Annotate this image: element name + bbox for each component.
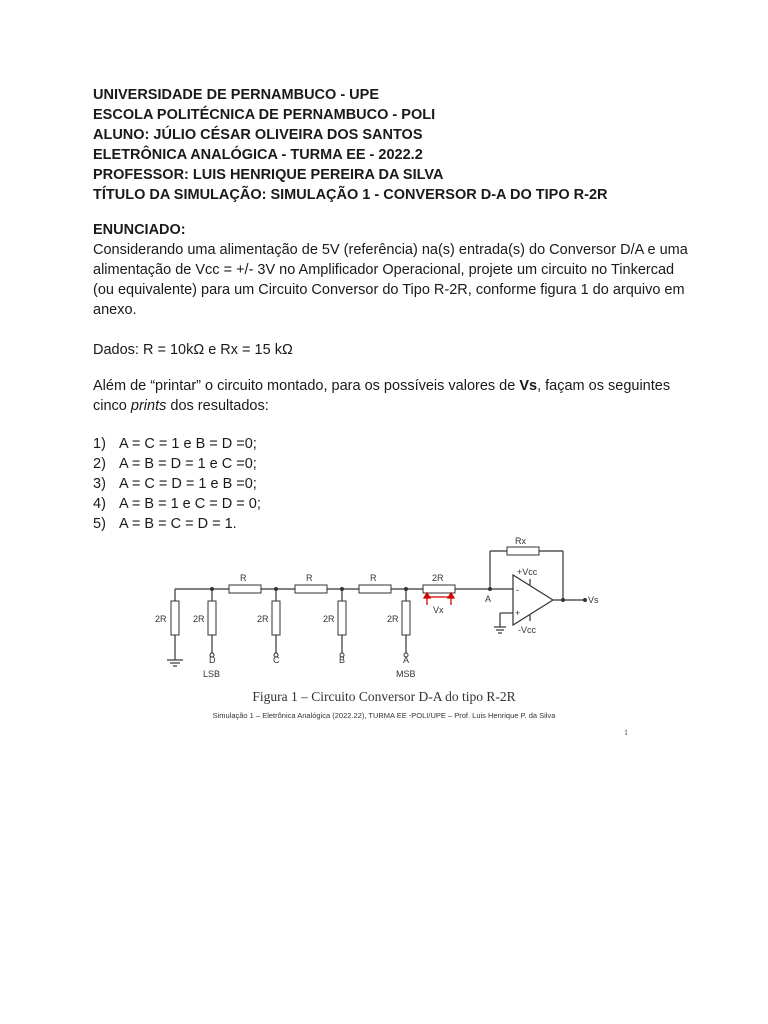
dados-line: Dados: R = 10kΩ e Rx = 15 kΩ [93, 342, 293, 358]
label-2r-b: 2R [323, 614, 335, 624]
instruction-vs: Vs [519, 378, 538, 394]
label-r-1: R [240, 573, 247, 583]
series-resistors [229, 547, 539, 593]
list-item-text: A = B = C = D = 1. [119, 516, 237, 532]
label-r-2: R [306, 573, 313, 583]
label-input-a: A [403, 655, 410, 665]
instruction-text-1: Além de “printar” o circuito montado, para os possíveis valores de [93, 378, 520, 394]
label-vx: Vx [433, 605, 444, 615]
label-rx: Rx [515, 536, 526, 546]
input-terminals [210, 653, 408, 657]
list-item-text: A = B = D = 1 e C =0; [119, 456, 257, 472]
header-professor: PROFESSOR: LUIS HENRIQUE PEREIRA DA SILVA [93, 167, 444, 183]
cases-list [93, 434, 261, 534]
list-item-number: 1) [93, 436, 106, 452]
list-item-text: A = B = 1 e C = D = 0; [119, 496, 261, 512]
label-2r-c: 2R [257, 614, 269, 624]
instruction-prints: prints [130, 398, 167, 414]
label-inverting: - [516, 585, 519, 595]
shunt-resistors [171, 601, 410, 635]
vx-marker [424, 593, 454, 605]
label-2r-series: 2R [432, 573, 444, 583]
list-item [93, 474, 261, 494]
list-item-number: 4) [93, 496, 106, 512]
header-school: ESCOLA POLITÉCNICA DE PERNAMBUCO - POLI [93, 107, 436, 123]
list-item-text: A = C = 1 e B = D =0; [119, 436, 257, 452]
header-student: ALUNO: JÚLIO CÉSAR OLIVEIRA DOS SANTOS [93, 127, 423, 143]
list-item-number: 2) [93, 456, 106, 472]
list-item-text: A = C = D = 1 e B =0; [119, 476, 257, 492]
r2r-circuit-diagram [145, 535, 625, 685]
label-noninverting: + [515, 608, 521, 618]
label-2r-ground: 2R [155, 614, 167, 624]
label-input-b: B [339, 655, 346, 665]
instruction-paragraph [93, 376, 693, 416]
label-r-3: R [370, 573, 377, 583]
list-item [93, 494, 261, 514]
list-item [93, 454, 261, 474]
list-item-number: 5) [93, 516, 106, 532]
label-node-a: A [485, 594, 492, 604]
list-item-number: 3) [93, 476, 106, 492]
label-input-d: D [209, 655, 216, 665]
label-vcc-neg: -Vcc [518, 625, 536, 635]
instruction-text-2: , façam os seguintes cinco [93, 378, 671, 414]
list-item [93, 434, 261, 454]
header-course: ELETRÔNICA ANALÓGICA - TURMA EE - 2022.2 [93, 147, 423, 163]
enunciado-title: ENUNCIADO: [93, 222, 186, 238]
label-input-c: C [273, 655, 280, 665]
list-item [93, 514, 261, 534]
document-header [93, 85, 733, 205]
figure-caption: Figura 1 – Circuito Conversor D-A do tipo R-2R [252, 689, 516, 704]
page-number: 1 [624, 728, 628, 737]
label-lsb: LSB [203, 669, 221, 679]
label-2r-a: 2R [387, 614, 399, 624]
label-2r-d: 2R [193, 614, 205, 624]
label-vcc-pos: +Vcc [517, 567, 538, 577]
label-vs: Vs [588, 595, 599, 605]
figure-credit: Simulação 1 – Eletrônica Analógica (2022.22), TURMA EE -POLI/UPE – Prof. Luis Henrique P. da Silva [212, 711, 556, 720]
enunciado-paragraph: Considerando uma alimentação de 5V (referência) na(s) entrada(s) do Conversor D/A e uma alimentação de Vcc = +/- 3V no Amplificador Operacional, projete um circuito no Tinkercad (ou equivalente) para um Circuito Conversor do Tipo R-2R, conforme figura 1 do arquivo em anexo. [93, 242, 688, 318]
header-university: UNIVERSIDADE DE PERNAMBUCO - UPE [93, 87, 379, 103]
instruction-text-3: dos resultados: [166, 398, 269, 414]
header-simulation-title: TÍTULO DA SIMULAÇÃO: SIMULAÇÃO 1 - CONVERSOR D-A DO TIPO R-2R [93, 187, 608, 203]
label-msb: MSB [396, 669, 416, 679]
